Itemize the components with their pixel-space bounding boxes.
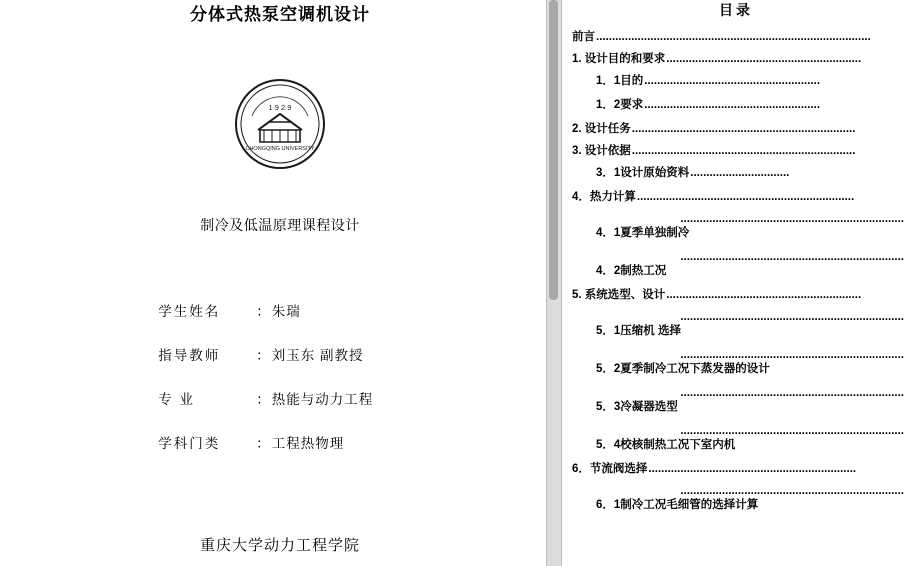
toc-entry-leader: ....................................................... — [644, 99, 821, 111]
cover-meta-row — [16, 388, 544, 408]
cover-meta-row — [16, 344, 544, 364]
toc-entry-label: 4．2制热工况 — [596, 265, 667, 277]
toc-entry-label: 5．2夏季制冷工况下蒸发器的设计 — [596, 363, 770, 375]
toc-leader-line: ...................................................................... — [680, 485, 904, 497]
toc-entry-leader: ................................................................. — [648, 463, 857, 475]
toc-entry-label: 3．1设计原始资料 — [596, 167, 690, 179]
toc-leader-line: ...................................................................... — [680, 311, 904, 323]
toc-entry[interactable] — [572, 462, 904, 476]
toc-entry[interactable] — [572, 74, 904, 88]
toc-list — [572, 30, 904, 522]
student-name-separator: ： — [256, 304, 270, 319]
page-title: 分体式热泵空调机设计 — [190, 5, 370, 24]
toc-entry-label: 6．节流阀选择 — [572, 463, 648, 475]
toc-entry-label: 5. 系统选型、设计 — [572, 289, 666, 301]
toc-entry-label: 5．4校核制热工况下室内机 — [596, 439, 736, 451]
toc-entry[interactable] — [572, 166, 904, 180]
toc-entry-label: 2. 设计任务 — [572, 123, 631, 135]
toc-entry-leader: ...................................................................... — [631, 145, 856, 157]
school-name: 重庆大学动力工程学院 — [199, 537, 360, 554]
toc-entry-label: 1．1目的 — [596, 75, 644, 87]
toc-leader-line: ...................................................................... — [680, 213, 904, 225]
toc-leader-line: ...................................................................... — [680, 387, 904, 399]
toc-entry-label: 4．1夏季单独制冷 — [596, 227, 690, 239]
svg-text:1 9 2 9: 1 9 2 9 — [268, 103, 292, 112]
student-name-value: 朱瑞 — [271, 304, 301, 319]
toc-entry[interactable] — [572, 400, 904, 414]
toc-title: 目录 — [719, 2, 753, 18]
document-page-toc — [562, 0, 910, 566]
toc-entry[interactable] — [572, 144, 904, 158]
cover-meta-row — [16, 300, 544, 320]
vertical-scrollbar[interactable] — [546, 0, 562, 566]
toc-entry[interactable] — [572, 190, 904, 204]
university-seal-icon — [234, 78, 326, 170]
toc-entry[interactable] — [572, 52, 904, 66]
toc-entry-leader: ............................................................. — [666, 289, 862, 301]
toc-entry-label: 5．3冷凝器选型 — [596, 401, 678, 413]
toc-leader-line: ...................................................................... — [680, 425, 904, 437]
toc-entry[interactable] — [572, 498, 904, 512]
toc-entry[interactable] — [572, 30, 904, 44]
course-subtitle: 制冷及低温原理课程设计 — [200, 217, 360, 233]
toc-entry-label: 前言 — [572, 31, 595, 43]
toc-entry-leader: ............................................................. — [666, 53, 862, 65]
toc-entry[interactable] — [572, 288, 904, 302]
toc-entry-leader: .................................................................... — [636, 191, 855, 203]
toc-entry-leader: ...................................................................... — [631, 123, 856, 135]
major-label: 专 业 — [158, 392, 196, 407]
toc-entry-label: 4．热力计算 — [572, 191, 636, 203]
cover-meta-list — [16, 300, 544, 476]
discipline-label: 学科门类 — [158, 436, 221, 451]
scrollbar-thumb[interactable] — [549, 0, 558, 300]
major-separator: ： — [256, 392, 270, 407]
toc-entry-label: 3. 设计依据 — [572, 145, 631, 157]
toc-entry-leader: ............................... — [690, 167, 790, 179]
toc-entry-leader: ....................................................... — [644, 75, 821, 87]
toc-entry-label: 6．1制冷工况毛细管的选择计算 — [596, 499, 759, 511]
toc-entry[interactable] — [572, 362, 904, 376]
document-page-cover — [16, 0, 544, 566]
toc-entry[interactable] — [572, 122, 904, 136]
advisor-label: 指导教师 — [158, 348, 221, 363]
discipline-separator: ： — [256, 436, 270, 451]
toc-entry[interactable] — [572, 264, 904, 278]
student-name-label: 学生姓名 — [158, 304, 221, 319]
toc-entry-label: 5．1压缩机 选择 — [596, 325, 681, 337]
discipline-value: 工程热物理 — [271, 436, 345, 451]
toc-entry[interactable] — [572, 324, 904, 338]
cover-meta-row — [16, 432, 544, 452]
major-value: 热能与动力工程 — [271, 392, 374, 407]
advisor-value: 刘玉东 副教授 — [271, 348, 364, 363]
svg-text:CHONGQING UNIVERSITY: CHONGQING UNIVERSITY — [245, 146, 315, 152]
advisor-separator: ： — [256, 348, 270, 363]
left-gutter — [0, 0, 16, 566]
toc-leader-line: ...................................................................... — [680, 251, 904, 263]
toc-entry[interactable] — [572, 98, 904, 112]
toc-entry-label: 1. 设计目的和要求 — [572, 53, 666, 65]
toc-leader-line: ...................................................................... — [680, 349, 904, 361]
toc-entry-label: 1．2要求 — [596, 99, 644, 111]
toc-entry[interactable] — [572, 438, 904, 452]
toc-entry-leader: ...................................................................................... — [596, 31, 871, 43]
toc-entry[interactable] — [572, 226, 904, 240]
